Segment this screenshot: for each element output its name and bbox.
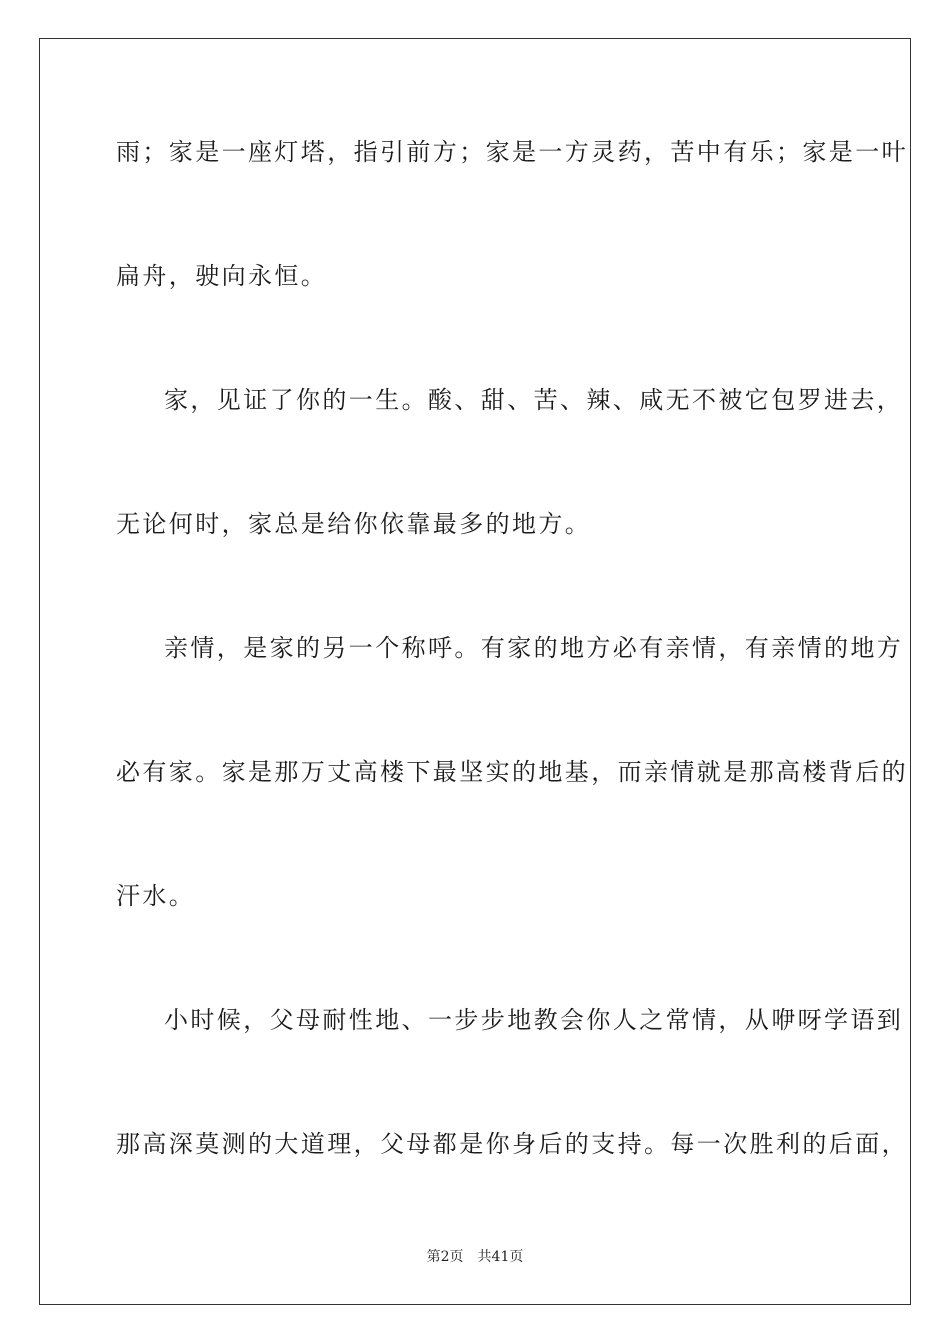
page-footer [0,1248,950,1266]
paragraph-line: 小时候，父母耐性地、一步步地教会你人之常情，从咿呀学语到 [164,1006,904,1034]
paragraph-line: 家，见证了你的一生。酸、甜、苦、辣、咸无不被它包罗进去， [164,386,904,414]
paragraph-line: 必有家。家是那万丈高楼下最坚实的地基，而亲情就是那高楼背后的 [116,758,908,786]
paragraph-line: 无论何时，家总是给你依靠最多的地方。 [116,510,592,538]
paragraph-line: 雨；家是一座灯塔，指引前方；家是一方灵药，苦中有乐；家是一叶 [116,138,908,166]
paragraph-line: 那高深莫测的大道理，父母都是你身后的支持。每一次胜利的后面， [116,1130,908,1158]
paragraph-line: 扁舟，驶向永恒。 [116,262,328,290]
total-pages: 共41页 [477,1249,524,1265]
paragraph-line: 汗水。 [116,882,196,910]
page-number: 第2页 [426,1249,464,1265]
page-border [39,38,911,1305]
paragraph-line: 亲情，是家的另一个称呼。有家的地方必有亲情，有亲情的地方 [164,634,904,662]
